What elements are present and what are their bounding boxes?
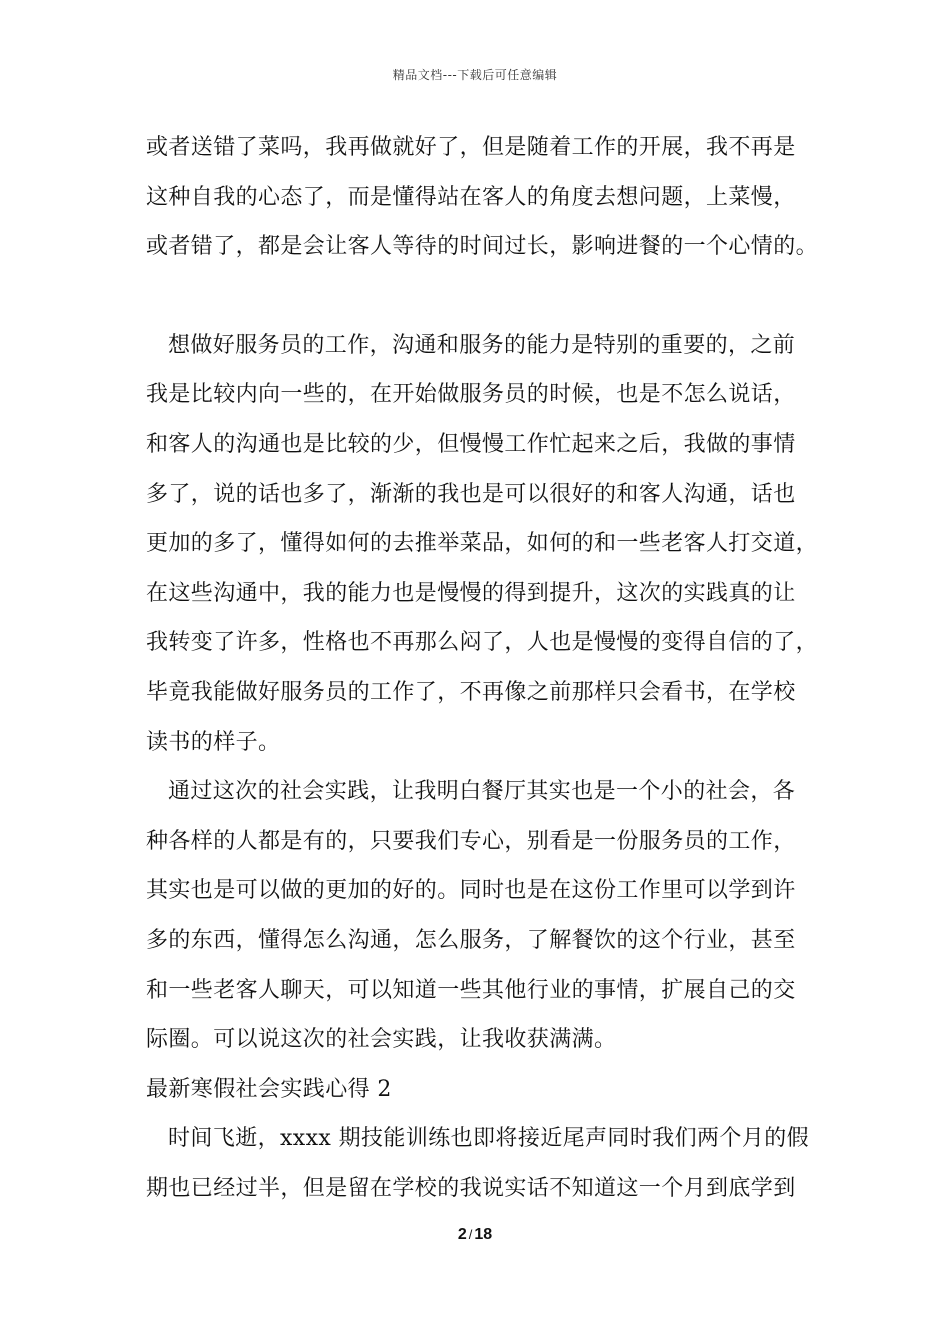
text-line: 这种自我的心态了，而是懂得站在客人的角度去想问题，上菜慢，: [146, 184, 796, 210]
total-pages: 18: [474, 1226, 493, 1243]
paragraph: [146, 326, 826, 772]
text-line: 种各样的人都是有的，只要我们专心，别看是一份服务员的工作，: [146, 828, 796, 854]
text-line: 和一些老客人聊天，可以知道一些其他行业的事情，扩展自己的交: [146, 977, 796, 1003]
text-line: 时间飞逝，xxxx 期技能训练也即将接近尾声同时我们两个月的假: [168, 1126, 810, 1152]
text-line: 期也已经过半，但是留在学校的我说实话不知道这一个月到底学到: [146, 1175, 796, 1201]
page-number: [0, 1226, 950, 1244]
section-heading: [146, 1070, 826, 1120]
text-line: 和客人的沟通也是比较的少，但慢慢工作忙起来之后，我做的事情: [146, 431, 796, 457]
text-line: 其实也是可以做的更加的好的。同时也是在这份工作里可以学到许: [146, 878, 796, 904]
current-page: 2: [457, 1226, 467, 1243]
page-header: 精品文档---下载后可任意编辑: [392, 68, 558, 82]
paragraph-gap: [146, 277, 826, 326]
text-line: 或者送错了菜吗，我再做就好了，但是随着工作的开展，我不再是: [146, 135, 796, 160]
text-line: 或者错了，都是会让客人等待的时间过长，影响进餐的一个心情的。: [146, 234, 819, 260]
text-line: 更加的多了，懂得如何的去推举菜品，如何的和一些老客人打交道，: [146, 531, 819, 557]
document-body: [146, 128, 826, 1218]
text-line: 读书的样子。: [146, 729, 281, 755]
section-heading-text: 最新寒假社会实践心得 2: [146, 1076, 392, 1102]
page-separator: /: [468, 1227, 473, 1242]
text-line: 我是比较内向一些的，在开始做服务员的时候，也是不怎么说话，: [146, 382, 796, 408]
text-line: 多了，说的话也多了，渐渐的我也是可以很好的和客人沟通，话也: [146, 481, 796, 507]
text-line: 在这些沟通中，我的能力也是慢慢的得到提升，这次的实践真的让: [146, 580, 796, 606]
text-line: 多的东西，懂得怎么沟通，怎么服务，了解餐饮的这个行业，甚至: [146, 927, 796, 953]
text-line: 际圈。可以说这次的社会实践，让我收获满满。: [146, 1027, 617, 1053]
paragraph: [146, 1119, 826, 1218]
text-line: 想做好服务员的工作，沟通和服务的能力是特别的重要的，之前: [168, 332, 796, 358]
paragraph: [146, 772, 826, 1070]
text-line: 通过这次的社会实践，让我明白餐厅其实也是一个小的社会，各: [168, 779, 796, 805]
text-line: 毕竟我能做好服务员的工作了，不再像之前那样只会看书，在学校: [146, 679, 796, 705]
paragraph: [146, 128, 826, 277]
text-line: 我转变了许多，性格也不再那么闷了，人也是慢慢的变得自信的了，: [146, 630, 819, 656]
